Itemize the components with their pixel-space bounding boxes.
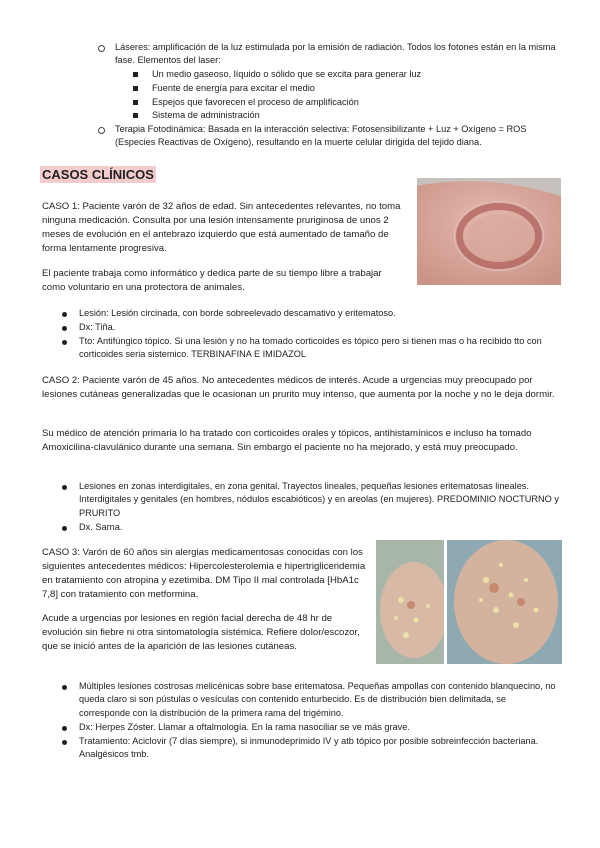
laser-item: Láseres: amplificación de la luz estimulada por la emisión de radiación. Todos los fotones están en la misma fase. Elementos del laser: (115, 42, 556, 66)
laser-sub-item: Un medio gaseoso, líquido o sólido que se excita para generar luz (152, 69, 422, 79)
case2-bullet: Dx. Sarna. (79, 522, 123, 532)
bullet-dot (62, 326, 67, 331)
case2-paragraph: Su médico de atención primaria lo ha tratado con corticoides orales y tópicos, antihistamínicos e incluso ha tomado Amoxicilina-clavulánico durante una semana. Sin embargo el paciente no ha mejorado, y está muy preocupado. (42, 428, 532, 453)
facial-lesion-photo (376, 540, 562, 664)
case1-bullet: Dx: Tiña. (79, 322, 116, 332)
bullet-square (133, 100, 138, 105)
case1-paragraph: El paciente trabaja como informático y dedica parte de su tiempo libre a trabajar como voluntario en una protectora de animales. (42, 268, 382, 293)
bullet-circle (98, 45, 105, 52)
bullet-dot (62, 485, 67, 490)
section-heading: CASOS CLÍNICOS (42, 167, 154, 182)
laser-sub-item: Fuente de energía para excitar el medio (152, 83, 315, 93)
case3-paragraph: Acude a urgencias por lesiones en región facial derecha de 48 hr de evolución sin fiebre ni otra sintomatología sistémica. Refiere dolor/escozor, que se inició antes de la aparición de las lesiones cutáneas. (42, 613, 360, 652)
case3-paragraph: CASO 3: Varón de 60 años sin alergias medicamentosas conocidas con los siguientes antecedentes médicos: Hipercolesterolemia e hipertrigliceridemia en tratamiento con atropina y ezetimiba. DM Tipo II mal controlada [HbA1c 7,8] con tratamiento con metformina. (42, 547, 366, 600)
bullet-circle (98, 127, 105, 134)
case1-bullet: Tto: Antifúngico tópico. Si una lesión y no ha tomado corticoides es tópico pero si tienen mas o ha recibido tto con corticoides seria sistemico. TERBINAFINA E IMIDAZOL (79, 336, 542, 360)
case1-paragraph: CASO 1: Paciente varón de 32 años de edad. Sin antecedentes relevantes, no toma ninguna medicación. Consulta por una lesión intensamente pruriginosa de unos 2 meses de evolución en el antebrazo izquierdo que está aumentado de tamaño de forma lentamente progresiva. (42, 201, 401, 254)
bullet-dot (62, 340, 67, 345)
bullet-dot (62, 740, 67, 745)
laser-sub-item: Sistema de administración (152, 110, 260, 120)
bullet-square (133, 113, 138, 118)
laser-sub-item: Espejos que favorecen el proceso de amplificación (152, 97, 359, 107)
case2-bullet: Lesiones en zonas interdigitales, en zona genital. Trayectos lineales, pequeñas lesiones eritematosas lineales. Interdigitales y genitales (en hombres, nódulos escabióticos) y en areolas (en mujeres). PREDOMINIO NOCTURNO y PRURITO (79, 481, 559, 518)
bullet-dot (62, 526, 67, 531)
bullet-dot (62, 685, 67, 690)
laser-item: Terapia Fotodinámica: Basada en la interacción selectiva: Fotosensibilizante + Luz + Oxígeno = ROS (Especies Reactivas de Oxígeno), resultando en la muerte celular dirigida del tejido diana. (115, 124, 527, 148)
bullet-dot (62, 312, 67, 317)
bullet-dot (62, 726, 67, 731)
case3-bullet: Dx: Herpes Zóster. Llamar a oftalmología. En la rama nasociliar se ve más grave. (79, 722, 410, 732)
case1-bullet: Lesión: Lesión circinada, con borde sobreelevado descamativo y eritematoso. (79, 308, 396, 318)
bullet-square (133, 86, 138, 91)
case3-bullet: Múltiples lesiones costrosas melicénicas sobre base eritematosa. Pequeñas ampollas con contenido blanquecino, no queda claro si son pústulas o vesículas con contenido enturbecido. Es de distribución bien delimitada, se corresponde con la distribución de la primera rama del trigémino. (79, 681, 556, 718)
forearm-lesion-photo (417, 178, 561, 285)
case3-bullet: Tratamiento: Aciclovir (7 días siempre), si inmunodeprimido IV y atb tópico por posible sobreinfección bacteriana. Analgésicos tmb. (79, 736, 539, 760)
bullet-square (133, 72, 138, 77)
case2-paragraph: CASO 2: Paciente varón de 45 años. No antecedentes médicos de interés. Acude a urgencias muy preocupado por lesiones cutáneas generalizadas que le ocasionan un prurito muy intenso, que aumenta por la noche y no le deja dormir. (42, 375, 555, 400)
